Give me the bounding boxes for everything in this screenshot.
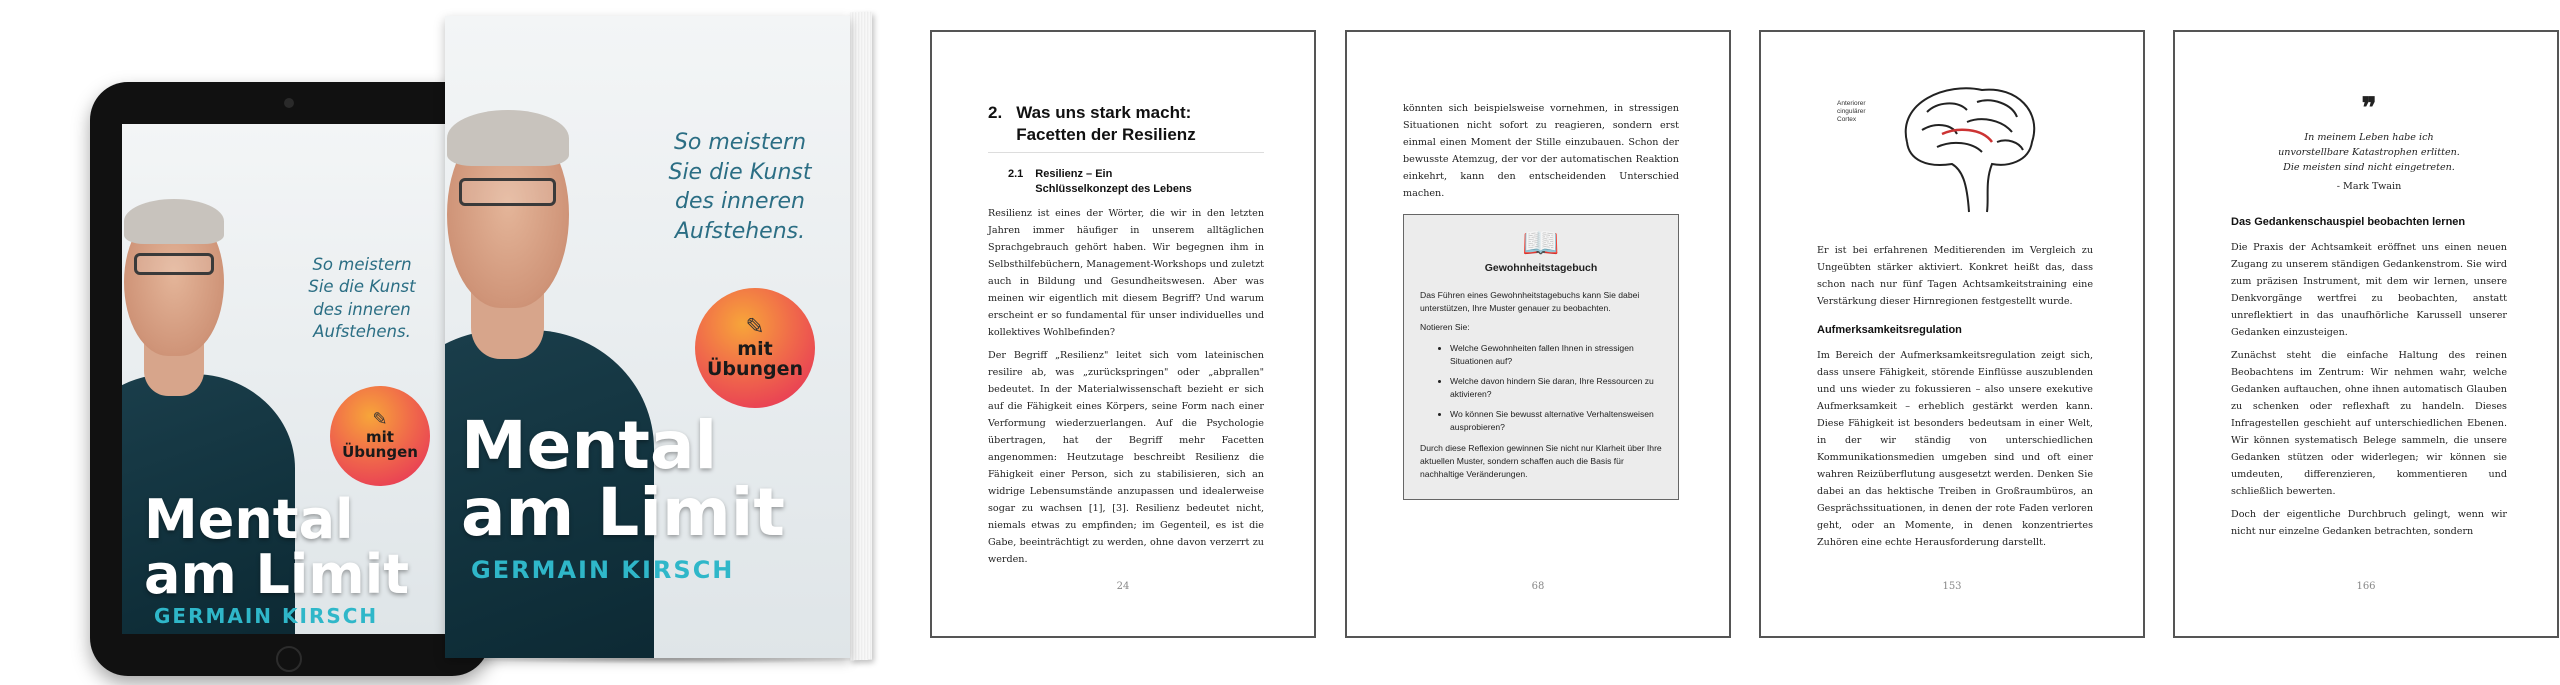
paragraph: Zunächst steht die einfache Haltung des reinen Beobachtens im Zentrum: Wir nehmen wahr, welche Gedanken auftauchen, ohne ihnen automatisch Glauben zu schenken oder reflexhaft zu handeln. Dieses Infragestellen geschieht auf unterschiedlichen Ebenen. Wir können systematisch Belege sammeln, die unsere Gedanken stützen oder widerlegen; wir können sie umdeuten, differenzieren, kommentieren und schließlich bewerten. <box>2231 350 2507 497</box>
paragraph: Der Begriff „Resilienz" leitet sich vom lateinischen resilire ab, was „zurückspringen" oder „abprallen" bedeutet. In der Materialwissenschaft bezieht er sich auf die Fähigkeit eines Körpers, seine Form nach einer Verformung wiederzuerlangen. Auf die Psychologie übertragen, hat der Begriff mehr Facetten angenommen: Heutzutage beschreibt Resilienz die Fähigkeit einer Person, sich zu stabilisieren, sich an widrige Lebensumstände anzupassen und idealerweise sogar zu wachsen [1], [3]. Resilienz bedeutet nicht, niemals etwas zu empfinden; im Gegenteil, es ist die Gabe, beeinträchtigt zu werden, ohne davon verzerrt zu werden. <box>988 350 1264 565</box>
sample-page-68 <box>1345 30 1731 638</box>
book-cover <box>445 16 850 658</box>
brain-label: Anteriorer cingulärer Cortex <box>1837 100 1866 123</box>
paragraph: Die Praxis der Achtsamkeit eröffnet uns einen neuen Zugang zu unserem ständigen Gedankenstrom. Sie wird zum präzisen Instrument, mit dem wir lernen, unsere Denkvorgänge wertfrei zu beobachten, anstatt unreflektiert in das unaufhörliche Karussell unserer Gedanken einzusteigen. <box>2231 242 2507 338</box>
page-number: 68 <box>1531 581 1545 592</box>
exercise-outro: Durch diese Reflexion gewinnen Sie nicht nur Klarheit über Ihre aktuellen Muster, sondern schaffen auch die Basis für nachhaltige Veränderungen. <box>1420 443 1662 479</box>
cover-tagline: So meistern Sie die Kunst des inneren Aufstehens. <box>668 130 812 245</box>
cover-title: Mental am Limit <box>144 488 410 607</box>
tablet-mockup <box>90 82 490 676</box>
sample-page-166 <box>2173 30 2559 638</box>
exercise-prompt: Notieren Sie: <box>1420 322 1470 332</box>
subheading: Aufmerksamkeitsregulation <box>1817 324 1962 336</box>
body-text <box>1817 242 2093 551</box>
list-item: • Wo können Sie bewusst alternative Verhaltensweisen ausprobieren? <box>1450 408 1662 434</box>
badge-line1: mit <box>366 427 394 446</box>
subheading: Das Gedankenschauspiel beobachten lernen <box>2231 216 2466 228</box>
book-front-cover <box>445 16 850 658</box>
book-cover <box>122 124 458 634</box>
chapter-heading <box>988 102 1264 146</box>
paragraph: Er ist bei erfahrenen Meditierenden im Vergleich zu Ungeübten stärker aktiviert. Konkret heißt das, dass schon nach nur fünf Tagen Achtsamkeitstraining eine Verstärkung dieser Hirnregionen festgestellt wurde. <box>1817 245 2093 307</box>
exercises-badge <box>695 288 815 408</box>
chapter-title: Was uns stark macht: Facetten der Resilienz <box>1016 103 1196 144</box>
cover-title: Mental am Limit <box>461 407 785 552</box>
quote-icon: ❞ <box>2361 91 2377 124</box>
badge-line2: Übungen <box>342 443 418 462</box>
cover-tagline: So meistern Sie die Kunst des inneren Aufstehens. <box>308 255 416 341</box>
list-item: • Welche davon hindern Sie daran, Ihre Ressourcen zu aktivieren? <box>1450 375 1662 401</box>
body-text <box>988 205 1264 568</box>
body-text <box>1403 100 1679 202</box>
home-button <box>276 646 302 672</box>
chapter-number: 2. <box>988 103 1003 122</box>
paragraph: Doch der eigentliche Durchbruch gelingt, wenn wir nicht nur einzelne Gedanken betrachten, sondern <box>2231 509 2507 537</box>
sample-page-153 <box>1759 30 2145 638</box>
page-number: 153 <box>1942 581 1962 592</box>
exercise-intro: Das Führen eines Gewohnheitstagebuchs kann Sie dabei unterstützen, Ihre Muster genauer zu beobachten. <box>1420 290 1640 313</box>
brain-illustration <box>1817 72 2093 222</box>
sample-page-24 <box>930 30 1316 638</box>
page-number: 166 <box>2356 581 2376 592</box>
printed-book-mockup <box>445 8 875 663</box>
pen-icon: ✎ <box>372 408 388 430</box>
section-number: 2.1 <box>1008 168 1024 180</box>
book-page-edges <box>850 12 872 661</box>
tablet-screen <box>122 124 458 634</box>
body-text <box>2231 214 2507 540</box>
quote-text: In meinem Leben habe ich unvorstellbare Katastrophen erlitten. Die meisten sind nicht eingetreten. <box>2278 132 2460 173</box>
exercise-box <box>1403 214 1679 500</box>
exercise-title: Gewohnheitstagebuch <box>1484 262 1598 274</box>
list-item: • Welche Gewohnheiten fallen Ihnen in stressigen Situationen auf? <box>1450 342 1662 368</box>
section-title: Resilienz – Ein Schlüsselkonzept des Lebens <box>1035 168 1192 195</box>
paragraph: könnten sich beispielsweise vornehmen, in stressigen Situationen nicht sofort zu reagieren, sondern erst einmal einen Moment der Stille einzubauen. Schon der bewusste Atemzug, der vor der automatischen Reaktion einkehrt, kann den entscheidenden Unterschied machen. <box>1403 103 1679 199</box>
cover-author: GERMAIN KIRSCH <box>154 604 379 628</box>
book-icon: 📖 <box>1522 227 1560 260</box>
page-number: 24 <box>1116 581 1130 592</box>
cover-author: GERMAIN KIRSCH <box>471 556 735 584</box>
paragraph: Resilienz ist eines der Wörter, die wir in den letzten Jahren immer häufiger in unserem alltäglichen Sprachgebrauch gehört haben. Wir begegnen ihm in Selbsthilfebüchern, Management-Workshops und zuletzt auch in Bildung und Gesundheitswesen. Aber was meinen wir eigentlich mit diesem Begriff? Und warum erscheint er so fundamental für unser individuelles und kollektives Wohlbefinden? <box>988 208 1264 338</box>
pen-icon: ✎ <box>745 314 765 341</box>
exercise-list <box>1450 342 1662 434</box>
brain-icon <box>1817 72 2093 222</box>
exercises-badge <box>330 386 430 486</box>
paragraph: Im Bereich der Aufmerksamkeitsregulation zeigt sich, dass unsere Fähigkeit, störende Einflüsse auszublenden und uns wieder zu fokussieren – also unsere exekutive Aufmerksamkeit – erheblich gestärkt werden kann. Diese Fähigkeit ist besonders bedeutsam in einer Welt, in der wir ständig von unterschiedlichen Kommunikationsmedien umgeben sind und oft einer wahren Reizüberflutung ausgesetzt werden. Denken Sie dabei an das hektische Treiben in Großraumbüros, an Gesprächssituationen, in denen der rote Faden verloren geht, oder an Momente, in denen konzentriertes Zuhören eine echte Herausforderung darstellt. <box>1817 350 2093 548</box>
badge-line1: mit <box>737 338 773 361</box>
camera-icon <box>284 98 294 108</box>
badge-line2: Übungen <box>706 357 804 380</box>
section-heading <box>1008 167 1264 197</box>
quote-author: - Mark Twain <box>2336 181 2402 192</box>
